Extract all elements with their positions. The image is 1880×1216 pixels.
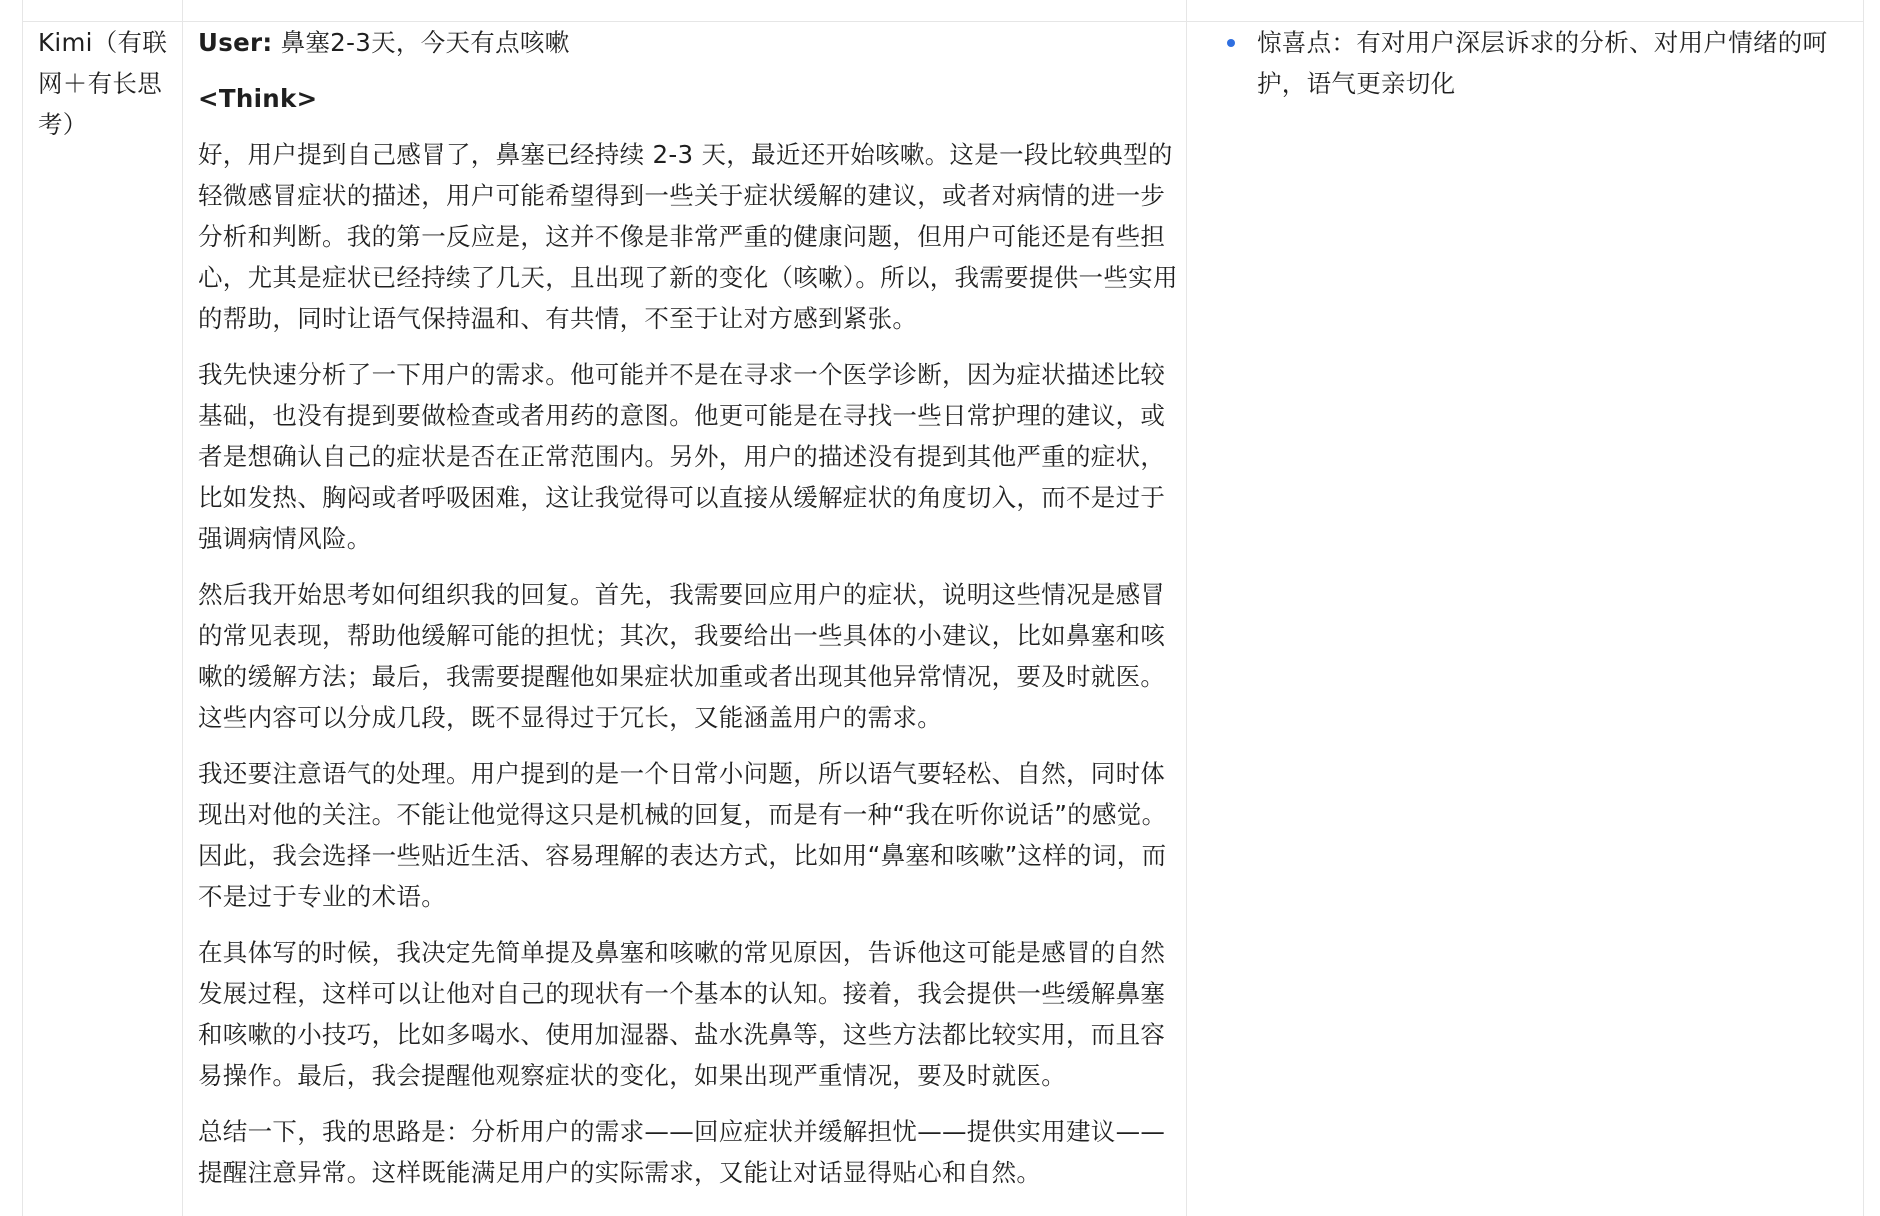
think-paragraph: 在具体写的时候，我决定先简单提及鼻塞和咳嗽的常见原因，告诉他这可能是感冒的自然发展过程，这样可以让他对自己的现状有一个基本的认知。接着，我会提供一些缓解鼻塞和咳嗽的小技巧，比如多喝水、使用加湿器、盐水洗鼻等，这些方法都比较实用，而且容易操作。最后，我会提醒他观察症状的变化，如果出现严重情况，要及时就医。: [198, 938, 1166, 1090]
think-paragraph: 总结一下，我的思路是：分析用户的需求——回应症状并缓解担忧——提供实用建议——提醒注意异常。这样既能满足用户的实际需求，又能让对话显得贴心和自然。: [198, 1117, 1166, 1187]
column-divider-model: [182, 0, 183, 1216]
user-label: User:: [198, 28, 273, 57]
note-cell: [1201, 22, 1861, 104]
user-text: 鼻塞2-3天，今天有点咳嗽: [280, 28, 570, 57]
model-cell: [38, 22, 178, 145]
think-paragraph: 我还要注意语气的处理。用户提到的是一个日常小问题，所以语气要轻松、自然，同时体现出对他的关注。不能让他觉得这只是机械的回复，而是有一种“我在听你说话”的感觉。因此，我会选择一些贴近生活、容易理解的表达方式，比如用“鼻塞和咳嗽”这样的词，而不是过于专业的术语。: [198, 759, 1167, 911]
column-divider-note: [1186, 0, 1187, 1216]
think-paragraph: 然后我开始思考如何组织我的回复。首先，我需要回应用户的症状，说明这些情况是感冒的常见表现，帮助他缓解可能的担忧；其次，我要给出一些具体的小建议，比如鼻塞和咳嗽的缓解方法；最后，我需要提醒他如果症状加重或者出现其他异常情况，要及时就医。这些内容可以分成几段，既不显得过于冗长，又能涵盖用户的需求。: [198, 580, 1166, 732]
model-name: Kimi（有联网＋有长思考）: [38, 28, 168, 139]
think-tag: <Think>: [198, 84, 318, 113]
list-item: [1201, 22, 1861, 104]
content-cell: [198, 22, 1183, 1193]
user-message: [198, 22, 1183, 63]
note-text: 惊喜点：有对用户深层诉求的分析、对用户情绪的呵护，语气更亲切化: [1257, 28, 1828, 98]
note-list: [1201, 22, 1861, 104]
comparison-table: [22, 0, 1864, 1216]
bullet-dot-icon: [1227, 39, 1235, 47]
think-paragraph: 我先快速分析了一下用户的需求。他可能并不是在寻求一个医学诊断，因为症状描述比较基础，也没有提到要做检查或者用药的意图。他更可能是在寻找一些日常护理的建议，或者是想确认自己的症状是否在正常范围内。另外，用户的描述没有提到其他严重的症状，比如发热、胸闷或者呼吸困难，这让我觉得可以直接从缓解症状的角度切入，而不是过于强调病情风险。: [198, 360, 1166, 553]
think-paragraph: 好，用户提到自己感冒了，鼻塞已经持续 2-3 天，最近还开始咳嗽。这是一段比较典型的轻微感冒症状的描述，用户可能希望得到一些关于症状缓解的建议，或者对病情的进一步分析和判断。我的第一反应是，这并不像是非常严重的健康问题，但用户可能还是有些担心，尤其是症状已经持续了几天，且出现了新的变化（咳嗽）。所以，我需要提供一些实用的帮助，同时让语气保持温和、有共情，不至于让对方感到紧张。: [198, 140, 1178, 333]
